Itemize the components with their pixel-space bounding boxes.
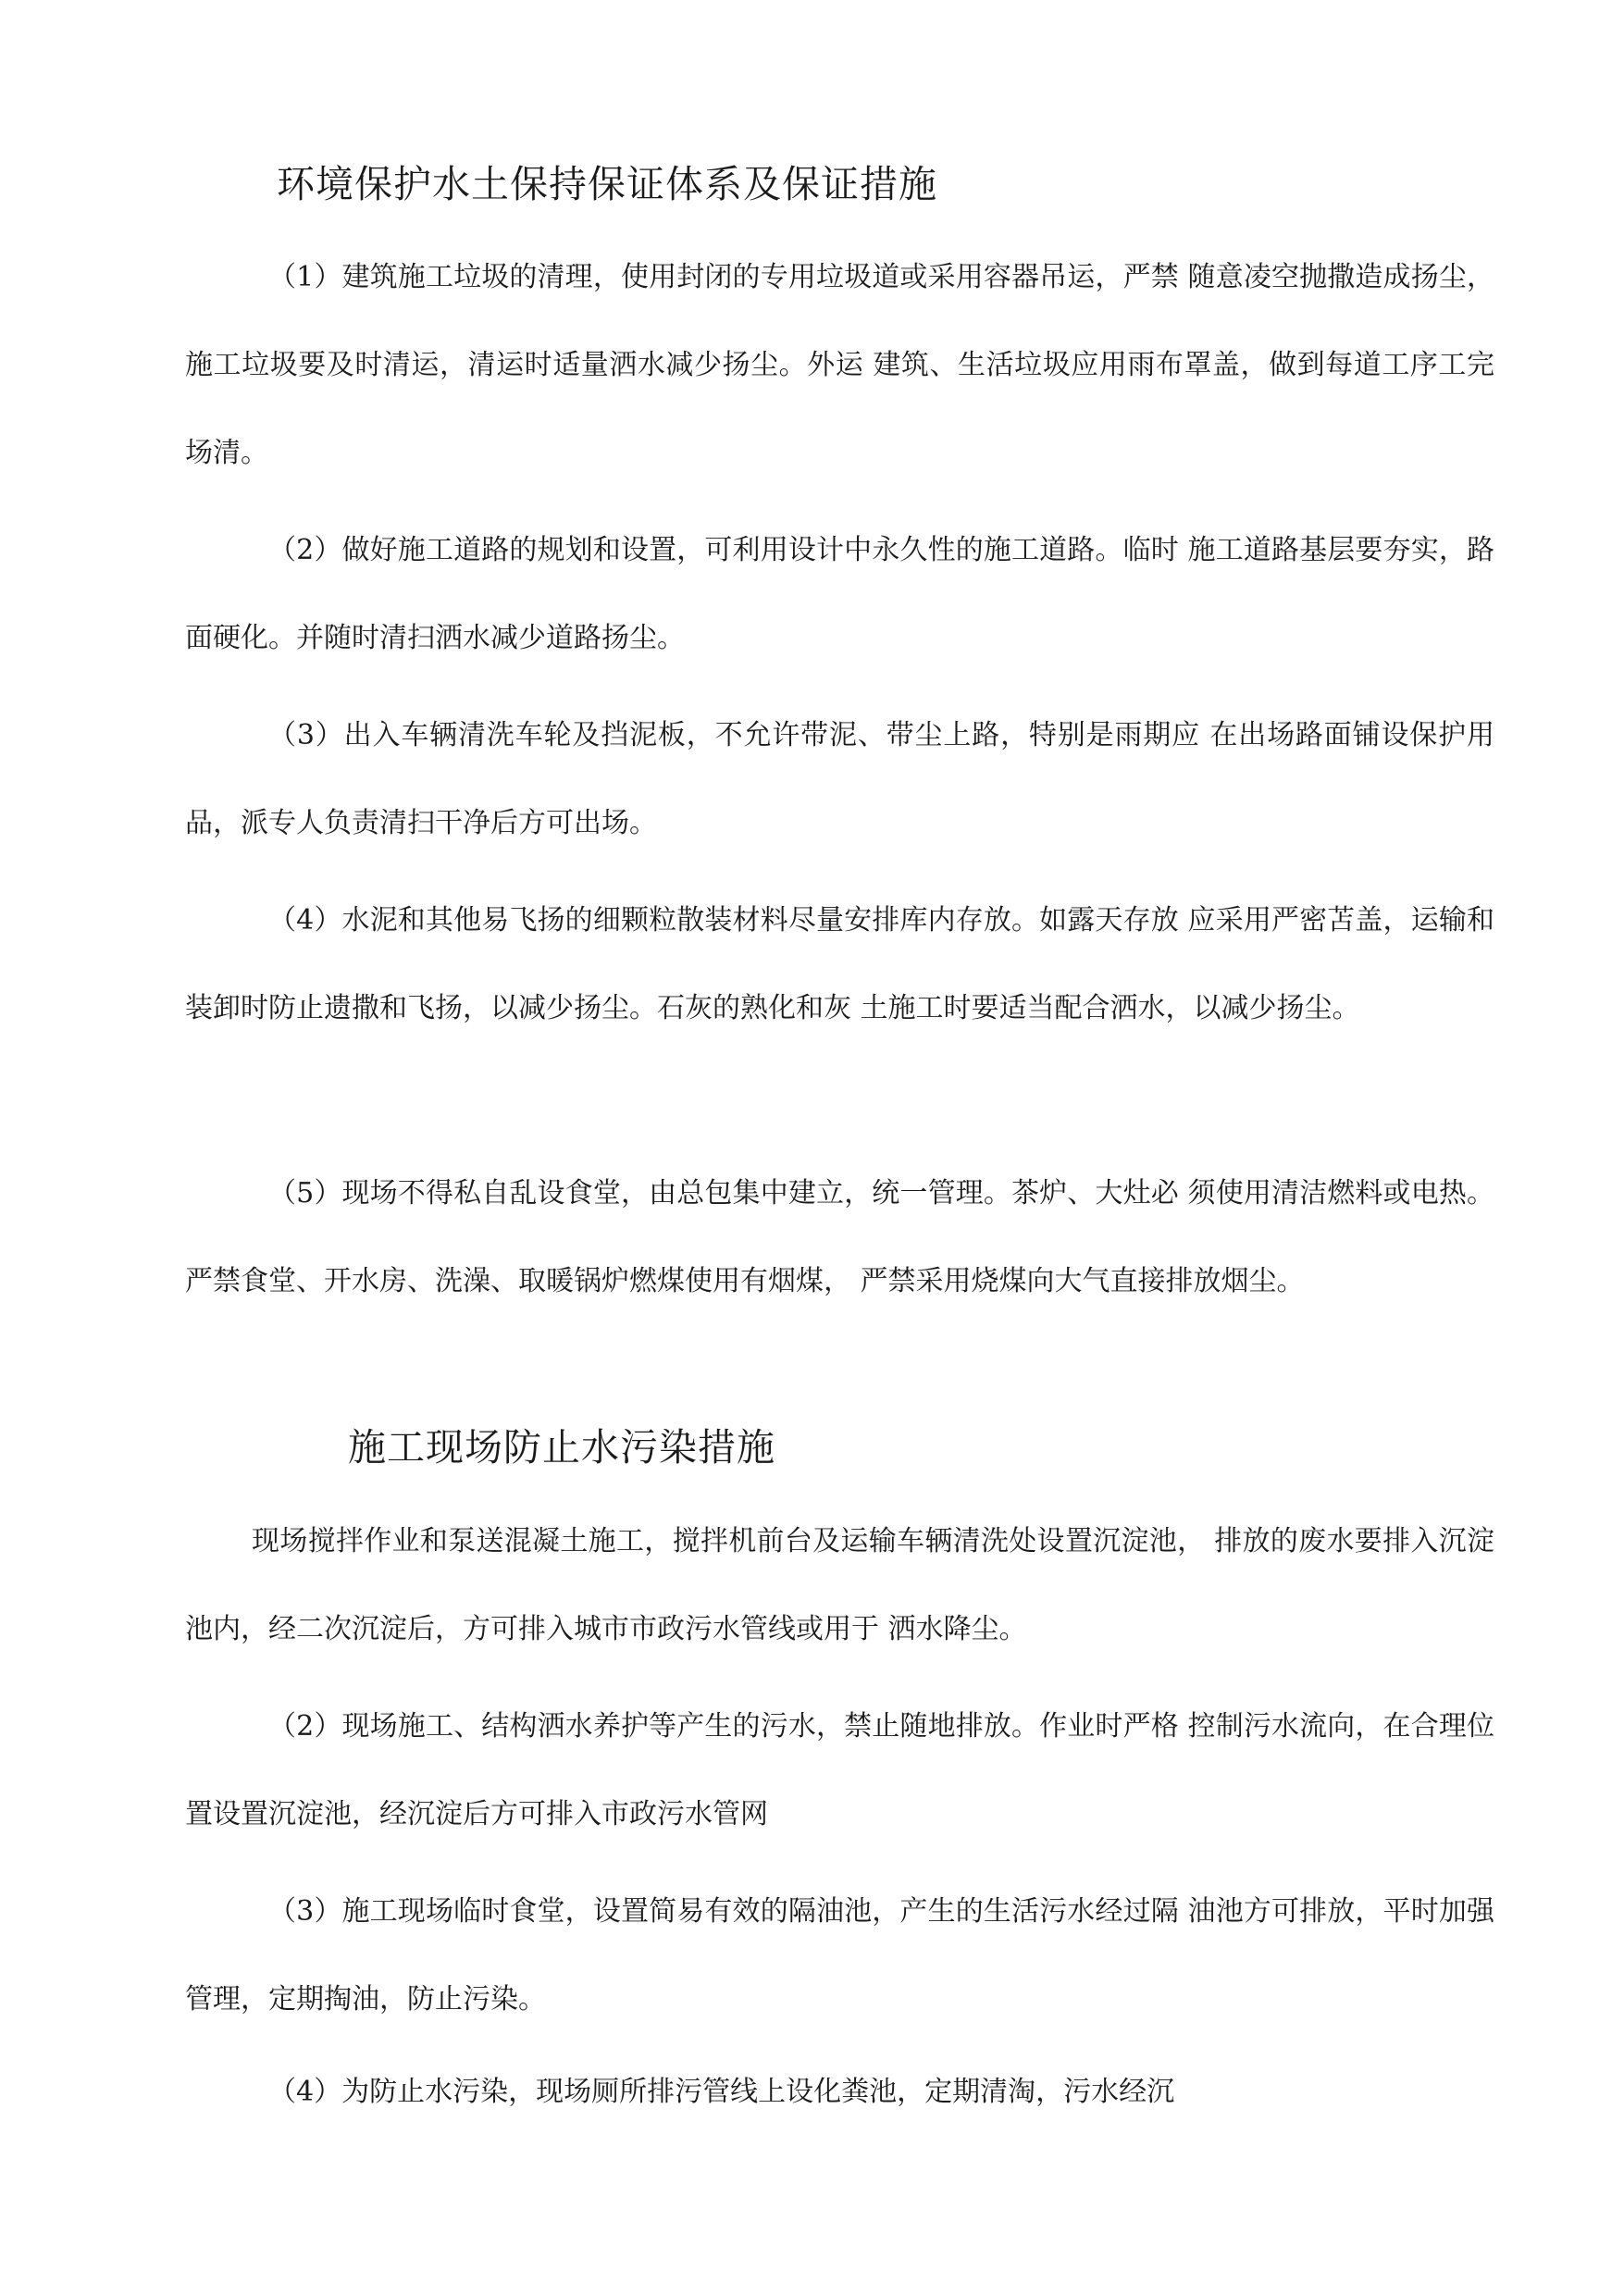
paragraph-canteen-fuel: （5）现场不得私自乱设食堂，由总包集中建立，统一管理。茶炉、大灶必 须使用清洁燃料或电热。严禁食堂、开水房、洗澡、取暖锅炉燃煤使用有烟煤， 严禁采用烧煤向大气直接排放烟尘。 xyxy=(185,1177,1494,1297)
paragraph-construction-roads: （2）做好施工道路的规划和设置，可利用设计中永久性的施工道路。临时 施工道路基层要夯实，路面硬化。并随时清扫洒水减少道路扬尘。 xyxy=(185,534,1494,654)
section-title-environment: 环境保护水土保持保证体系及保证措施 xyxy=(277,162,937,206)
paragraph-vehicle-washing: （3）出入车辆清洗车轮及挡泥板，不允许带泥、带尘上路，特别是雨期应 在出场路面铺设保护用品，派专人负责清扫干净后方可出场。 xyxy=(185,719,1494,839)
paragraph-bulk-materials: （4）水泥和其他易飞扬的细颗粒散装材料尽量安排库内存放。如露天存放 应采用严密苫盖，运输和装卸时防止遗撒和飞扬，以减少扬尘。石灰的熟化和灰 土施工时要适当配合洒水，以减少扬尘。 xyxy=(185,904,1494,1024)
paragraph-construction-waste: （1）建筑施工垃圾的清理，使用封闭的专用垃圾道或采用容器吊运，严禁 随意凌空抛撒造成扬尘，施工垃圾要及时清运，清运时适量洒水减少扬尘。外运 建筑、生活垃圾应用雨布罩盖，做到每道工序工完场清。 xyxy=(185,261,1494,469)
paragraph-curing-wastewater: （2）现场施工、结构洒水养护等产生的污水，禁止随地排放。作业时严格 控制污水流向，在合理位置设置沉淀池，经沉淀后方可排入市政污水管网 xyxy=(185,1710,1494,1830)
paragraph-grease-trap: （3）施工现场临时食堂，设置简易有效的隔油池，产生的生活污水经过隔 油池方可排放，平时加强管理，定期掏油，防止污染。 xyxy=(185,1895,1494,2016)
paragraph-septic-tank: （4）为防止水污染，现场厕所排污管线上设化粪池，定期清淘，污水经沉 xyxy=(268,2076,1175,2108)
section-title-water-pollution: 施工现场防止水污染措施 xyxy=(348,1425,775,1470)
paragraph-sedimentation-tank: 现场搅拌作业和泵送混凝土施工，搅拌机前台及运输车辆清洗处设置沉淀池， 排放的废水要排入沉淀池内，经二次沉淀后，方可排入城市市政污水管线或用于 洒水降尘。 xyxy=(185,1525,1494,1645)
